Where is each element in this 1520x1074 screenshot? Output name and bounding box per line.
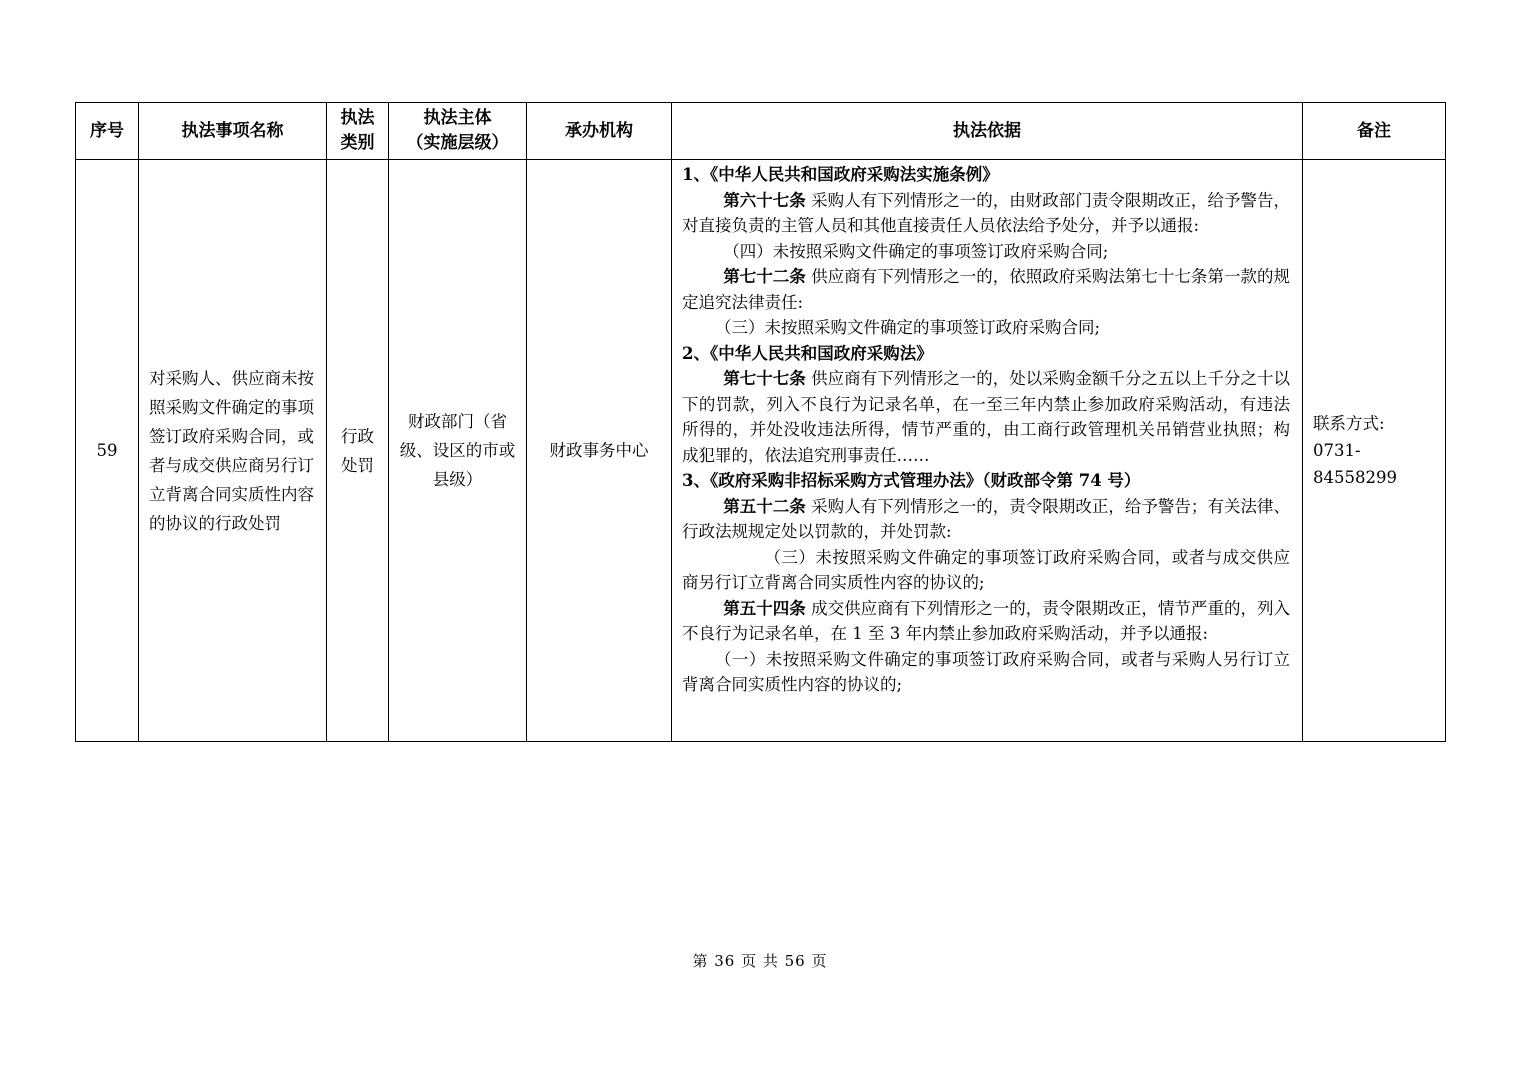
table-header-row [76, 103, 1446, 160]
law2-art77 [682, 366, 1290, 468]
row-no: 59 [76, 160, 139, 742]
row-type-text: 行政处罚 [340, 426, 374, 475]
row-remark [1303, 160, 1446, 742]
law1-art67-text: 采购人有下列情形之一的，由财政部门责令限期改正，给予警告，对直接负责的主管人员和其他直接责任人员依法给予处分，并予以通报: [682, 190, 1290, 235]
law2-art77-label: 第七十七条 [723, 369, 806, 388]
header-remark: 备注 [1303, 103, 1446, 160]
page-number-footer: 第 36 页 共 56 页 [692, 952, 828, 970]
header-name: 执法事项名称 [139, 103, 327, 160]
header-type [327, 103, 389, 160]
law1-art72-item: （三）未按照采购文件确定的事项签订政府采购合同; [715, 318, 1101, 337]
law3-art52-text: 采购人有下列情形之一的，责令限期改正，给予警告；有关法律、行政法规规定处以罚款的，并处罚款: [682, 496, 1290, 541]
row-org: 财政事务中心 [527, 160, 672, 742]
law3-art54-label: 第五十四条 [723, 598, 806, 618]
law1-art72-label: 第七十二条 [723, 267, 806, 286]
law2-title: 2、《中华人民共和国政府采购法》 [682, 343, 933, 363]
law3-art52-label: 第五十二条 [723, 496, 806, 516]
law1-art72 [682, 264, 1290, 315]
law1-art72-text: 供应商有下列情形之一的，依照政府采购法第七十七条第一款的规定追究法律责任: [682, 267, 1290, 312]
law1-art67-label: 第六十七条 [723, 190, 806, 210]
law1-title: 1、《中华人民共和国政府采购法实施条例》 [682, 165, 999, 184]
header-no: 序号 [76, 103, 139, 160]
header-type-text: 执法类别 [340, 108, 375, 153]
row-basis [672, 160, 1303, 742]
law3-title: 3、《政府采购非招标采购方式管理办法》（财政部令第 74 号） [682, 471, 1141, 490]
header-org: 承办机构 [527, 103, 672, 160]
header-subject-line1: 执法主体 [423, 108, 492, 128]
law3-art52 [682, 494, 1290, 545]
row-item-name: 对采购人、供应商未按照采购文件确定的事项签订政府采购合同，或者与成交供应商另行订立背离合同实质性内容的协议的行政处罚 [139, 160, 327, 742]
table-row [76, 160, 1446, 742]
remark-label: 联系方式: [1313, 414, 1385, 433]
row-type [327, 160, 389, 742]
law3-art54 [682, 596, 1290, 647]
header-subject-line2: （实施层级） [406, 133, 509, 153]
law1-art67 [682, 188, 1290, 239]
header-subject [389, 103, 527, 160]
enforcement-table [75, 102, 1446, 742]
row-subject: 财政部门（省级、设区的市或县级） [389, 160, 527, 742]
law1-art67-item: （四）未按照采购文件确定的事项签订政府采购合同; [723, 241, 1109, 261]
law3-art54-item: （一）未按照采购文件确定的事项签订政府采购合同，或者与采购人另行订立背离合同实质性内容的协议的; [682, 649, 1290, 694]
remark-phone: 0731-84558299 [1313, 441, 1397, 487]
law3-art54-text: 成交供应商有下列情形之一的，责令限期改正，情节严重的，列入不良行为记录名单，在 1 至 3 年内禁止参加政府采购活动，并予以通报: [682, 598, 1290, 643]
law3-art52-item: （三）未按照采购文件确定的事项签订政府采购合同，或者与成交供应商另行订立背离合同实质性内容的协议的; [682, 547, 1290, 592]
header-basis: 执法依据 [672, 103, 1303, 160]
law2-art77-text: 供应商有下列情形之一的，处以采购金额千分之五以上千分之十以下的罚款，列入不良行为记录名单，在一至三年内禁止参加政府采购活动，有违法所得的，并处没收违法所得，情节严重的，由工商行政管理机关吊销营业执照；构成犯罪的，依法追究刑事责任…… [682, 369, 1290, 465]
